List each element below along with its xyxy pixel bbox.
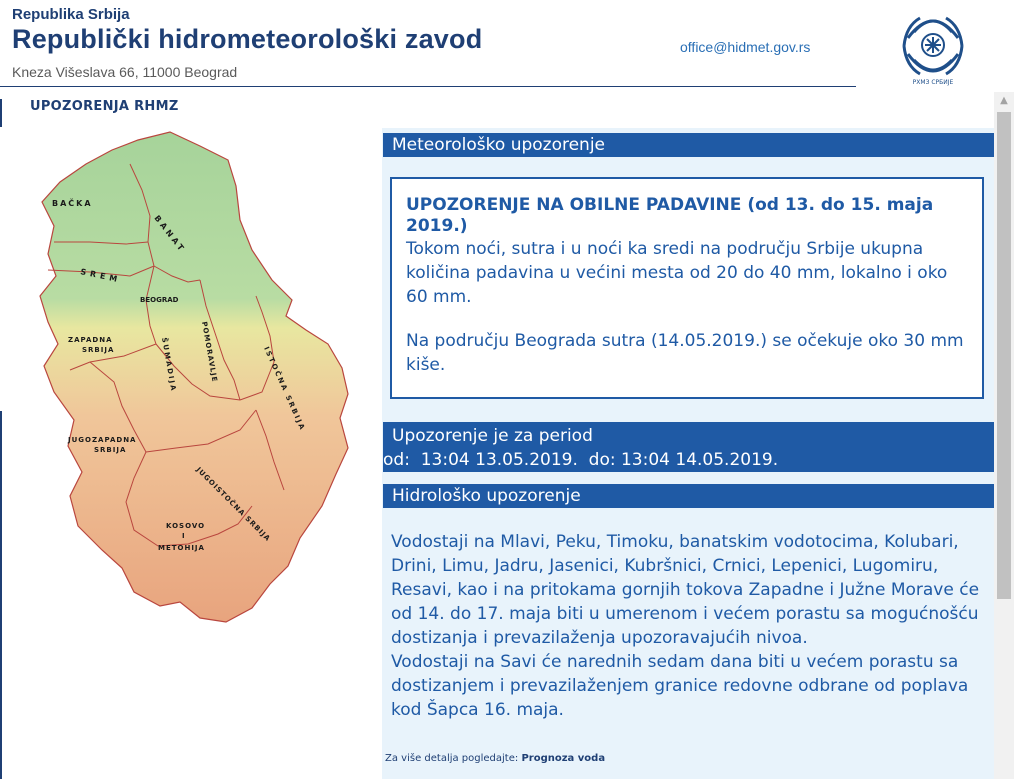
page-header xyxy=(0,0,1024,92)
hydro-warning-bar: Hidrološko upozorenje xyxy=(383,484,994,508)
period-range: od: 13:04 13.05.2019. do: 13:04 14.05.2019. xyxy=(383,450,779,470)
warning-text-belgrade: Na području Beograda sutra (14.05.2019.) se očekuje oko 30 mm kiše. xyxy=(406,331,964,375)
email-link[interactable]: office@hidmet.gov.rs xyxy=(680,39,811,55)
logo-caption: РХМЗ СРБИЈЕ xyxy=(912,79,954,86)
period-bar xyxy=(383,422,994,472)
left-accent xyxy=(0,99,2,127)
scroll-up-arrow-icon[interactable]: ▲ xyxy=(1000,95,1008,106)
region-label-banat: BANAT xyxy=(152,213,188,255)
region-label-metohija: METOHIJA xyxy=(158,544,205,552)
header-divider xyxy=(0,86,856,87)
meteo-warning-box xyxy=(390,177,984,399)
region-label-jugozapadna: JUGOZAPADNA xyxy=(68,436,137,444)
section-title: UPOZORENJA RHMZ xyxy=(30,99,179,114)
serbia-regions-map[interactable] xyxy=(30,130,370,630)
warning-text: Tokom noći, sutra i u noći ka sredi na području Srbije ukupna količina padavina u većini mesta od 20 do 40 mm, lokalno i oko 60 mm. xyxy=(406,239,948,307)
left-accent xyxy=(0,411,2,779)
hydro-warning-text xyxy=(391,530,991,722)
prognoza-voda-link[interactable]: Prognoza voda xyxy=(521,753,606,764)
region-label-backa: BAČKA xyxy=(52,199,93,208)
region-label-istocna-srbija: ISTOČNA SRBIJA xyxy=(262,345,307,433)
warning-title: UPOZORENJE NA OBILNE PADAVINE (od 13. do 15. maja 2019.) xyxy=(406,195,934,236)
region-label-jugozapadna-srbija: SRBIJA xyxy=(94,446,127,454)
region-label-kosovo: KOSOVO xyxy=(166,522,206,530)
scrollbar-thumb[interactable] xyxy=(997,112,1011,599)
more-details-label: Za više detalja pogledajte: xyxy=(385,753,519,764)
region-label-zapadna-srbija: SRBIJA xyxy=(82,346,115,354)
region-label-jugoistocna-srbija: JUGOISTOČNA SRBIJA xyxy=(194,465,273,544)
country-name: Republika Srbija xyxy=(12,6,130,23)
rhmz-logo-icon[interactable] xyxy=(894,6,972,86)
region-label-beograd: BEOGRAD xyxy=(140,296,179,304)
region-label-pomoravlje: POMORAVLJE xyxy=(200,320,219,384)
address-text: Kneza Višeslava 66, 11000 Beograd xyxy=(12,64,238,80)
hydro-text-sava: Vodostaji na Savi će narednih sedam dana biti u većem porastu sa dostizanjem i prevazilaženjem granice redovne odbrane od poplava kod Šapca 16. maja. xyxy=(391,652,969,720)
hydro-text-rivers: Vodostaji na Mlavi, Peku, Timoku, banatskim vodotocima, Kolubari, Drini, Limu, Jadru, Jasenici, Kubršnici, Crnici, Lepenici, Lugomiru, Resavi, kao i na pritokama gornjih tokova Zapadne i Južne Morave će od 14. do 17. maja biti u umerenom i većem porastu sa mogućnošću dostizanja i prevazilaženja upozoravajućih nivoa. xyxy=(391,532,980,648)
region-label-sumadija: ŠUMADIJA xyxy=(160,336,178,394)
more-details xyxy=(385,753,605,764)
region-label-zapadna: ZAPADNA xyxy=(68,336,113,344)
meteo-warning-bar: Meteorološko upozorenje xyxy=(383,133,994,157)
region-label-i: I xyxy=(182,532,185,540)
site-title[interactable]: Republički hidrometeorološki zavod xyxy=(12,24,483,54)
region-label-srem: SREM xyxy=(79,267,122,285)
period-label: Upozorenje je za period xyxy=(392,426,593,446)
